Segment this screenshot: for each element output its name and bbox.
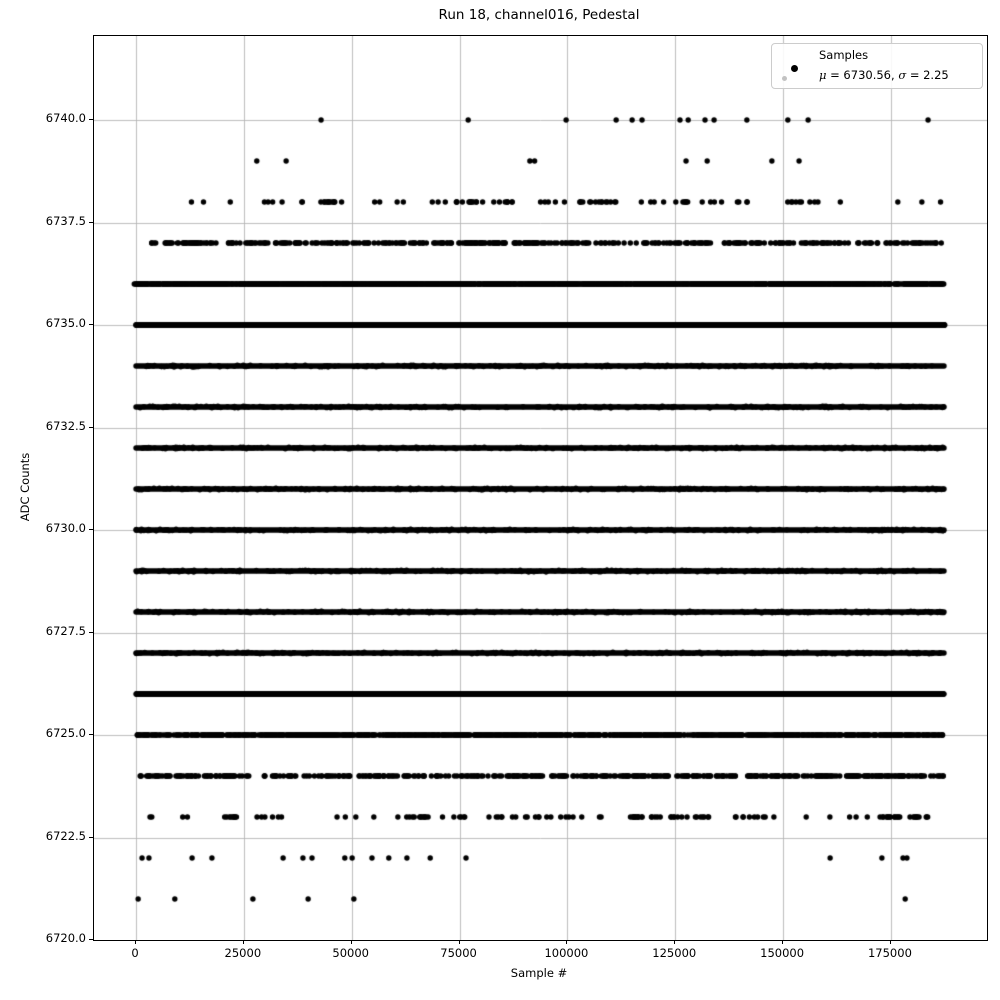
y-tick-mark	[89, 632, 93, 633]
y-tick-label: 6730.0	[45, 521, 86, 536]
x-tick-label: 100000	[544, 946, 589, 960]
legend-text	[819, 46, 949, 85]
y-tick-label: 6727.5	[45, 623, 86, 638]
plot-canvas	[94, 36, 987, 940]
x-tick-label: 75000	[440, 946, 477, 960]
y-tick-label: 6737.5	[45, 213, 86, 228]
y-tick-mark	[89, 222, 93, 223]
sigma-symbol: σ	[898, 67, 907, 82]
legend	[771, 43, 983, 89]
x-tick-mark	[674, 940, 675, 944]
x-tick-mark	[782, 940, 783, 944]
y-tick-mark	[89, 119, 93, 120]
y-tick-label: 6720.0	[45, 931, 86, 945]
x-tick-mark	[135, 940, 136, 944]
legend-stats-label	[819, 66, 949, 86]
x-tick-mark	[459, 940, 460, 944]
x-tick-label: 150000	[760, 946, 805, 960]
x-tick-label: 50000	[332, 946, 369, 960]
y-axis-label: ADC Counts	[18, 452, 32, 522]
x-tick-label: 175000	[867, 946, 912, 960]
x-tick-mark	[566, 940, 567, 944]
y-tick-label: 6735.0	[45, 316, 86, 331]
samples-marker-icon	[791, 65, 798, 72]
chart-title: Run 18, channel016, Pedestal	[438, 7, 640, 23]
y-tick-mark	[89, 529, 93, 530]
x-tick-mark	[243, 940, 244, 944]
y-tick-label: 6725.0	[45, 726, 86, 740]
y-tick-label: 6722.5	[45, 828, 86, 843]
x-tick-label: 25000	[224, 946, 262, 960]
sigma-value: = 2.25	[906, 67, 949, 82]
x-tick-mark	[351, 940, 352, 944]
y-tick-mark	[89, 734, 93, 735]
legend-samples-label: Samples	[819, 48, 869, 62]
y-tick-mark	[89, 837, 93, 838]
y-tick-label: 6732.5	[45, 418, 86, 433]
mu-symbol: μ	[819, 67, 827, 82]
x-tick-mark	[890, 940, 891, 944]
mu-value: = 6730.56,	[826, 67, 899, 82]
y-tick-mark	[89, 939, 93, 940]
stats-marker-icon	[782, 76, 787, 81]
x-tick-label: 0	[131, 946, 139, 960]
x-tick-label: 125000	[652, 946, 697, 960]
x-axis-label: Sample #	[510, 966, 568, 980]
y-tick-mark	[89, 324, 93, 325]
y-tick-mark	[89, 427, 93, 428]
plot-area	[93, 35, 988, 941]
y-tick-label: 6740.0	[45, 111, 86, 126]
